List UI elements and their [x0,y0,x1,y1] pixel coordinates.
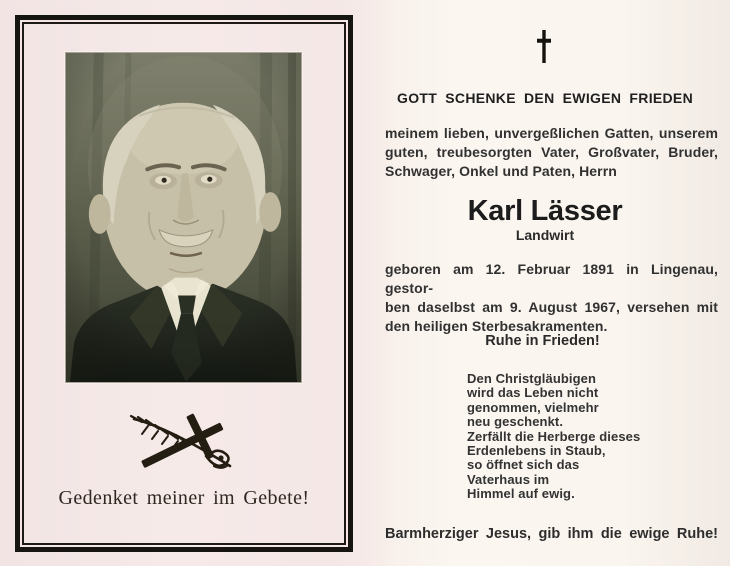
deceased-occupation: Landwirt [515,227,575,243]
poem-line: Himmel auf ewig. [467,486,575,502]
rest-in-peace-line: Ruhe in Frieden! [485,333,600,349]
cross-and-palm-icon [126,410,244,478]
portrait-photo [65,52,302,383]
dates-paragraph [385,260,718,336]
latin-cross-shape [537,30,551,63]
portrait-photo-illustration [66,53,301,382]
dedication-paragraph [385,124,718,181]
memorial-poem [467,372,677,502]
poem-line: neu geschenkt. [467,414,564,430]
deceased-name: Karl Lässer [467,195,623,227]
header-line: GOTT SCHENKE DEN EWIGEN FRIEDEN [397,90,693,106]
poem-line: so öffnet sich das [467,457,580,473]
dates-line: geboren am 12. Februar 1891 in Lingenau, gestor- [385,261,718,296]
poem-line: Vaterhaus im [467,471,550,487]
dates-line: den heiligen Sterbesakramenten. [385,318,608,334]
remembrance-phrase: Gedenket meiner im Gebete! [58,487,310,509]
closing-prayer-line: Barmherziger Jesus, gib ihm die ewige Ruhe! [385,526,718,542]
poem-line: Erdenlebens in Staub, [467,443,606,459]
dedication-line: Schwager, Onkel und Paten, Herrn [385,163,617,179]
poem-line: Zerfällt die Herberge dieses [467,428,641,444]
dedication-line: guten, treubesorgten Vater, Großvater, Bruder, [385,144,718,160]
poem-line: Den Christgläubigen [467,371,597,386]
dates-line: ben daselbst am 9. August 1967, versehen mit [385,299,718,315]
dedication-line: meinem lieben, unvergeßlichen Gatten, unserem [385,125,718,141]
cross-and-palm-drawing [126,410,244,478]
latin-cross-icon [537,30,551,63]
poem-line: wird das Leben nicht [467,385,599,401]
poem-line: genommen, vielmehr [467,399,599,415]
